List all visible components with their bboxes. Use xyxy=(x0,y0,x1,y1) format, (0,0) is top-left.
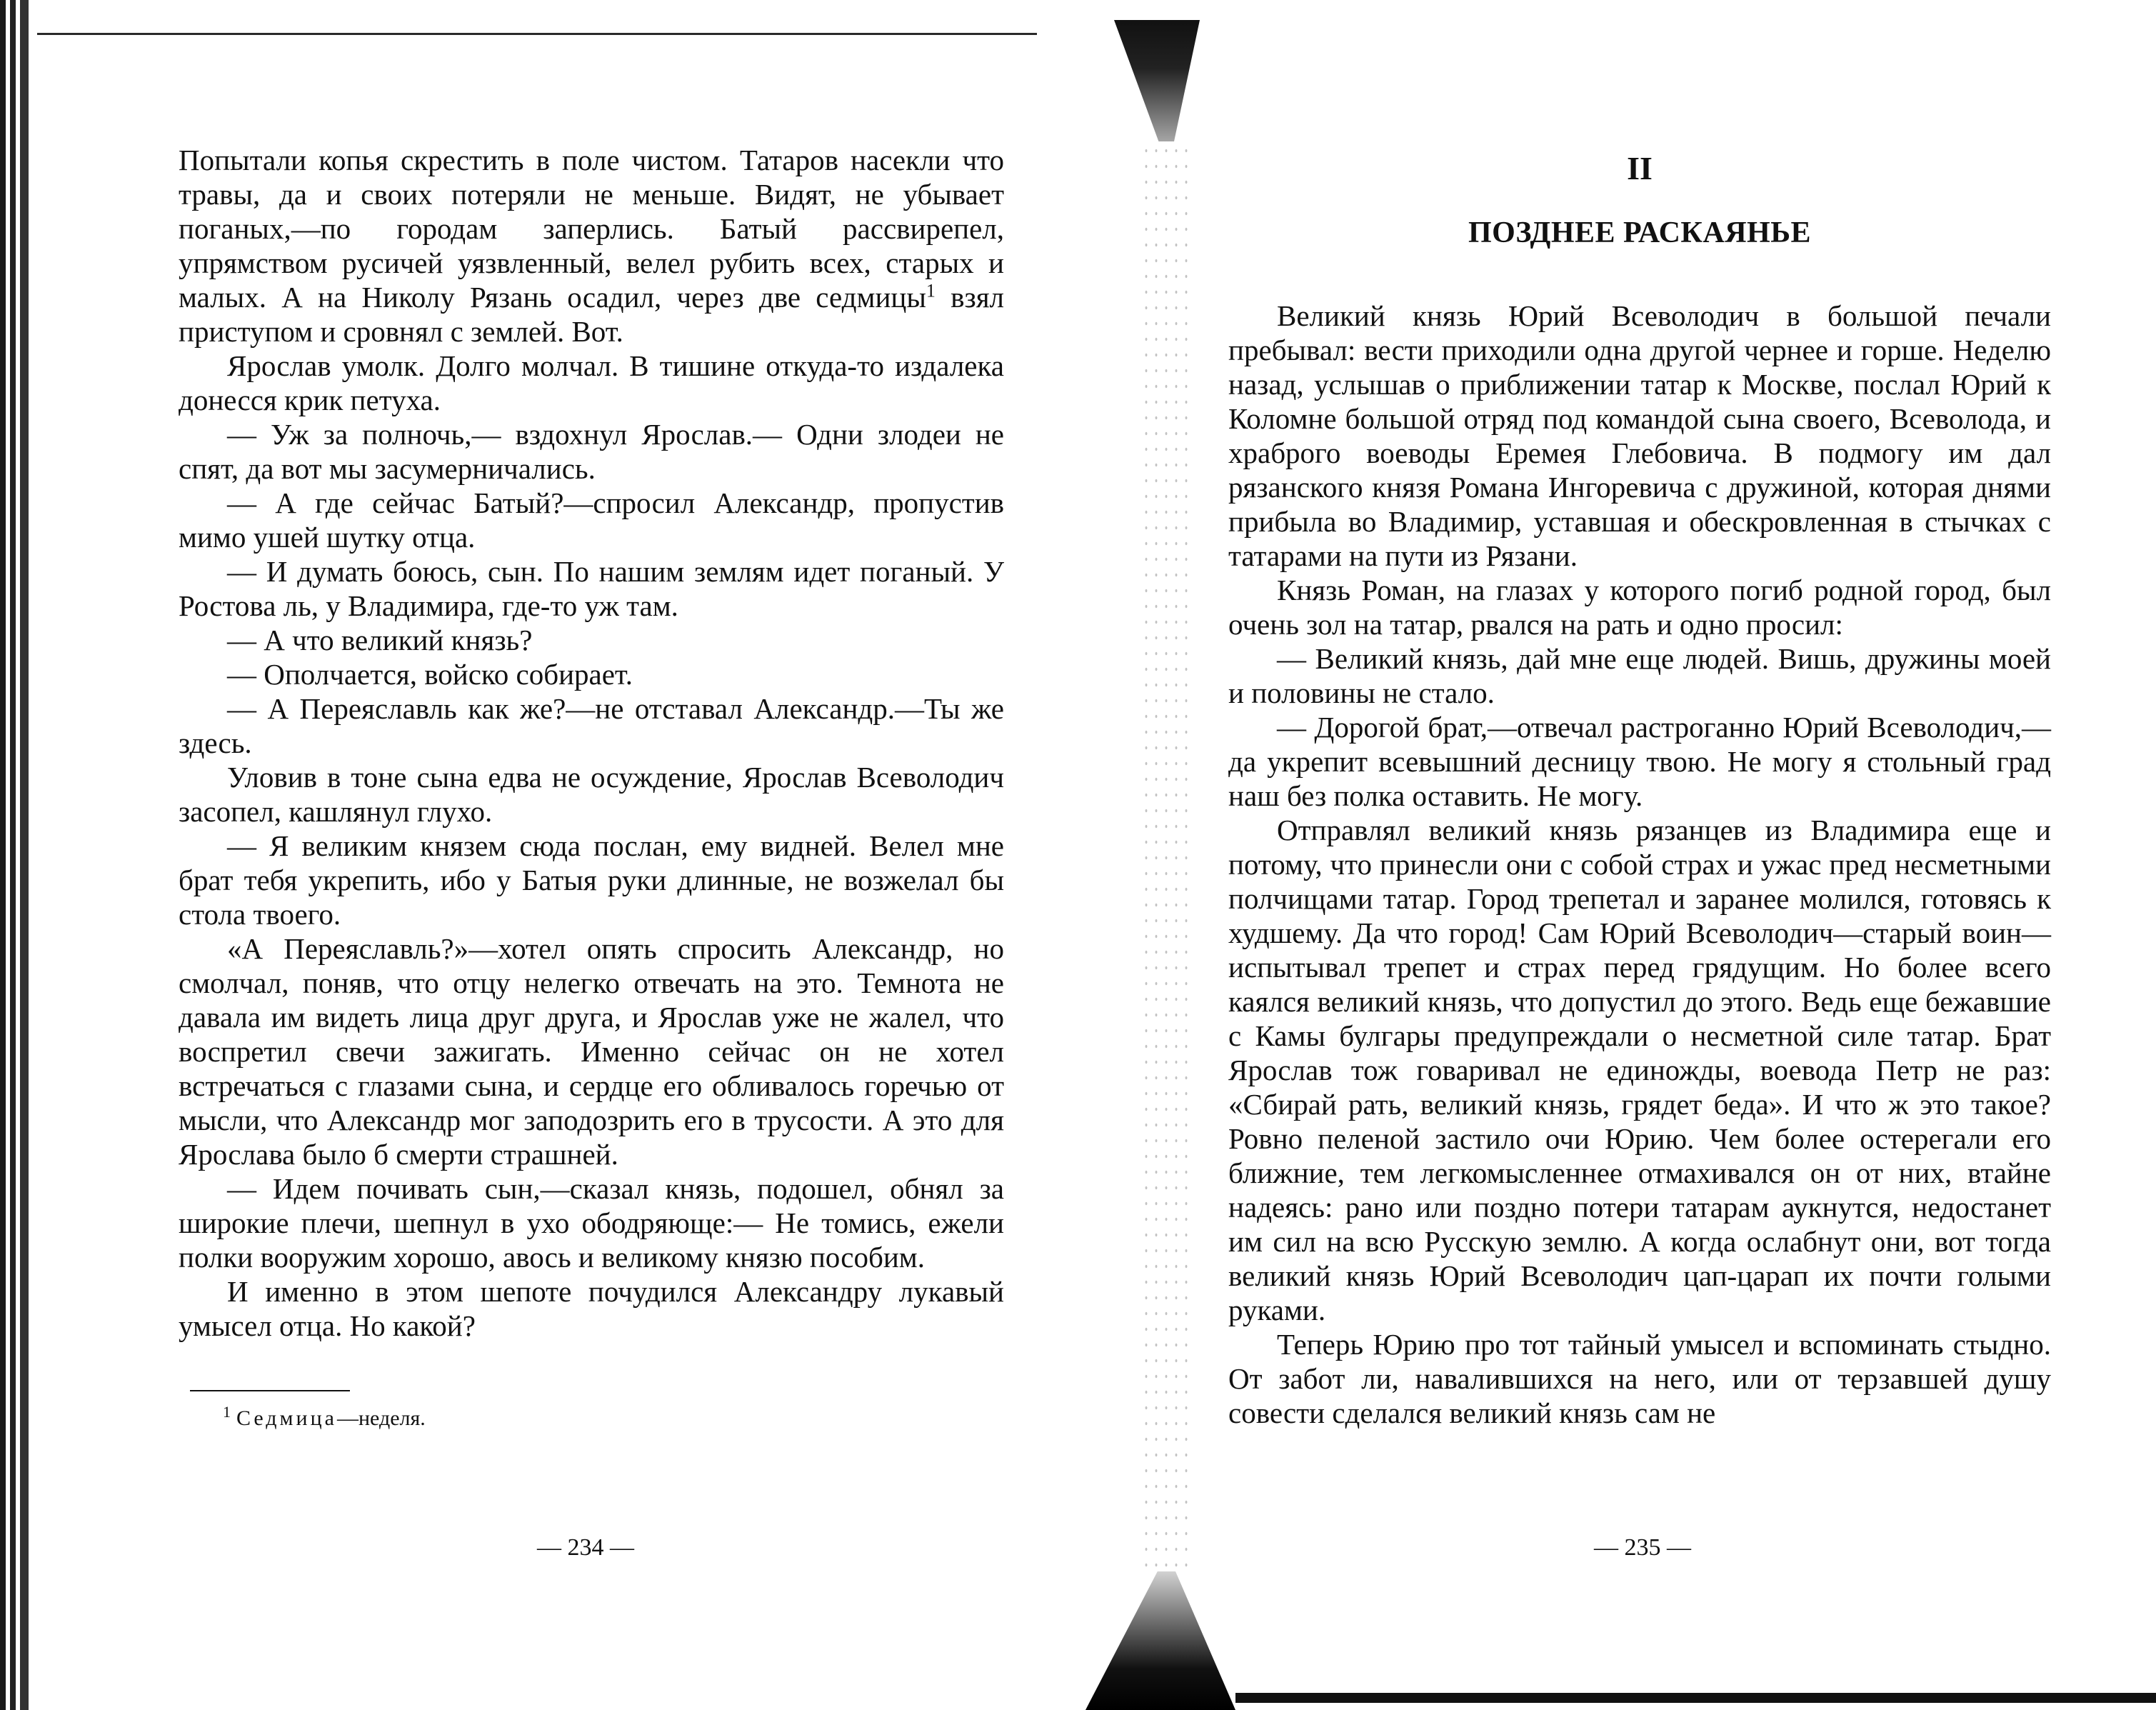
footnote-definition: —неделя. xyxy=(336,1406,426,1430)
paragraph: — А Переяславль как же?—не отставал Александр.—Ты же здесь. xyxy=(179,692,1004,759)
paragraph: — Уж за полночь,— вздохнул Ярослав.— Одни злодеи не спят, да вот мы засумерничались. xyxy=(179,418,1004,485)
paragraph: — Ополчается, войско собирает. xyxy=(227,658,633,691)
paragraph: — И думать боюсь, сын. По нашим землям идет поганый. У Ростова ль, у Владимира, где-то уж там. xyxy=(179,555,1004,622)
paragraph: Отправлял великий князь рязанцев из Владимира еще и потому, что принесли они с собой страх и ужас пред несметными полчищами татар. Город трепетал и заранее молился, готовясь к худшему. Да что город! Сам Юрий Всеволодич—старый воин—испытывал трепет и страх перед грядущим. Но более всего каялся великий князь, что допустил до этого. Ведь еще бежавшие с Камы булгары предупреждали о несметной силе татар. Брат Ярослав тож говаривал не единожды, воевода Петр не раз: «Сбирай рать, великий князь, грядет беда». И что ж это такое? Ровно пеленой застило очи Юрию. Чем более остерегали его ближние, тем легкомысленнее отмахивался он от них, втайне надеясь: рано или поздно потери татарам аукнутся, недостанет им сил на всю Русскую землю. А когда ослабнут они, вот тогда великий князь Юрий Всеволодич цап-царап их почти голыми руками. xyxy=(1228,814,2051,1326)
paragraph: — Дорогой брат,—отвечал растроганно Юрий Всеволодич,—да укрепит всевышний десницу твою. Не могу я стольный град наш без полка оставить. Не могу. xyxy=(1228,711,2051,812)
paragraph-text: Попытали копья скрестить в поле чистом. Татаров насекли что травы, да и своих потеряли не меньше. Видят, не убывает поганых,—по городам заперлись. Батый рассвирепел, упрямством русичей уязвленный, велел рубить всех, старых и малых. А на Николу Рязань осадил, через две седмицы xyxy=(179,144,1004,314)
gutter-noise xyxy=(1141,143,1191,1571)
gutter-shadow-top xyxy=(1114,20,1200,141)
paragraph: — Великий князь, дай мне еще людей. Вишь, дружины моей и половины не стало. xyxy=(1228,642,2051,709)
footnote xyxy=(223,1404,1004,1433)
chapter-number: II xyxy=(1627,150,1653,186)
paragraph xyxy=(179,143,1004,349)
gutter-shadow-bottom xyxy=(1085,1571,1235,1710)
page-number-left: — 234 — xyxy=(537,1534,634,1561)
page-number-right: — 235 — xyxy=(1594,1534,1691,1561)
footnote-separator xyxy=(190,1390,350,1391)
paragraph: — А где сейчас Батый?—спросил Александр, пропустив мимо ушей шутку отца. xyxy=(179,486,1004,554)
paragraph: — А что великий князь? xyxy=(227,624,533,656)
paragraph: — Идем почивать сын,—сказал князь, подошел, обнял за широкие плечи, шепнул в ухо ободряюще:— Не томись, ежели полки вооружим хорошо, авось и великому князю пособим. xyxy=(179,1172,1004,1274)
scan-top-rule xyxy=(37,33,1037,35)
left-page xyxy=(179,143,1004,1433)
paragraph: «А Переяславль?»—хотел опять спросить Александр, но смолчал, поняв, что отцу нелегко отвечать на это. Темнота не давала им видеть лица друг друга, и Ярослав уже не жалел, что воспретил свечи зажигать. Именно сейчас он не хотел встречаться с глазами сына, и сердце его обливалось горечью от мысли, что Александр мог заподозрить его в трусости. А это для Ярослава было б смерти страшней. xyxy=(179,932,1004,1171)
paragraph: Теперь Юрию про тот тайный умысел и вспоминать стыдно. От забот ли, навалившихся на него, или от терзавшей душу совести сделался великий князь сам не xyxy=(1228,1328,2051,1429)
paragraph: Князь Роман, на глазах у которого погиб родной город, был очень зол на татар, рвался на рать и одно просил: xyxy=(1228,574,2051,641)
paragraph: — Я великим князем сюда послан, ему видней. Велел мне брат тебя укрепить, ибо у Батыя руки длинные, не возжелал бы стола твоего. xyxy=(179,829,1004,931)
scan-binding-edge xyxy=(0,0,37,1710)
paragraph: И именно в этом шепоте почудился Александру лукавый умысел отца. Но какой? xyxy=(179,1275,1004,1342)
scan-bottom-rule xyxy=(1235,1693,2156,1703)
paragraph: Ярослав умолк. Долго молчал. В тишине откуда-то издалека донесся крик петуха. xyxy=(179,349,1004,416)
chapter-title: ПОЗДНЕЕ РАСКАЯНЬЕ xyxy=(1468,216,1811,249)
footnote-term: Седмица xyxy=(236,1406,337,1430)
right-page xyxy=(1228,147,2051,1430)
footnote-reference: 1 xyxy=(926,280,936,301)
paragraph-text: взял приступом и сровнял с землей. Вот. xyxy=(179,281,1005,348)
paragraph: Великий князь Юрий Всеволодич в большой печали пребывал: вести приходили одна другой чернее и горше. Неделю назад, услышав о приближении татар к Москве, послал Юрий к Коломне большой отряд под командой сына своего, Всеволода, и храброго воеводы Еремея Глебовича. В подмогу им дал рязанского князя Романа Ингоревича с дружиной, которая днями прибыла во Владимир, уставшая и обескровленная в стычках с татарами на пути из Рязани. xyxy=(1228,299,2051,572)
paragraph: Уловив в тоне сына едва не осуждение, Ярослав Всеволодич засопел, кашлянул глухо. xyxy=(179,761,1004,828)
footnote-mark: 1 xyxy=(223,1403,231,1421)
